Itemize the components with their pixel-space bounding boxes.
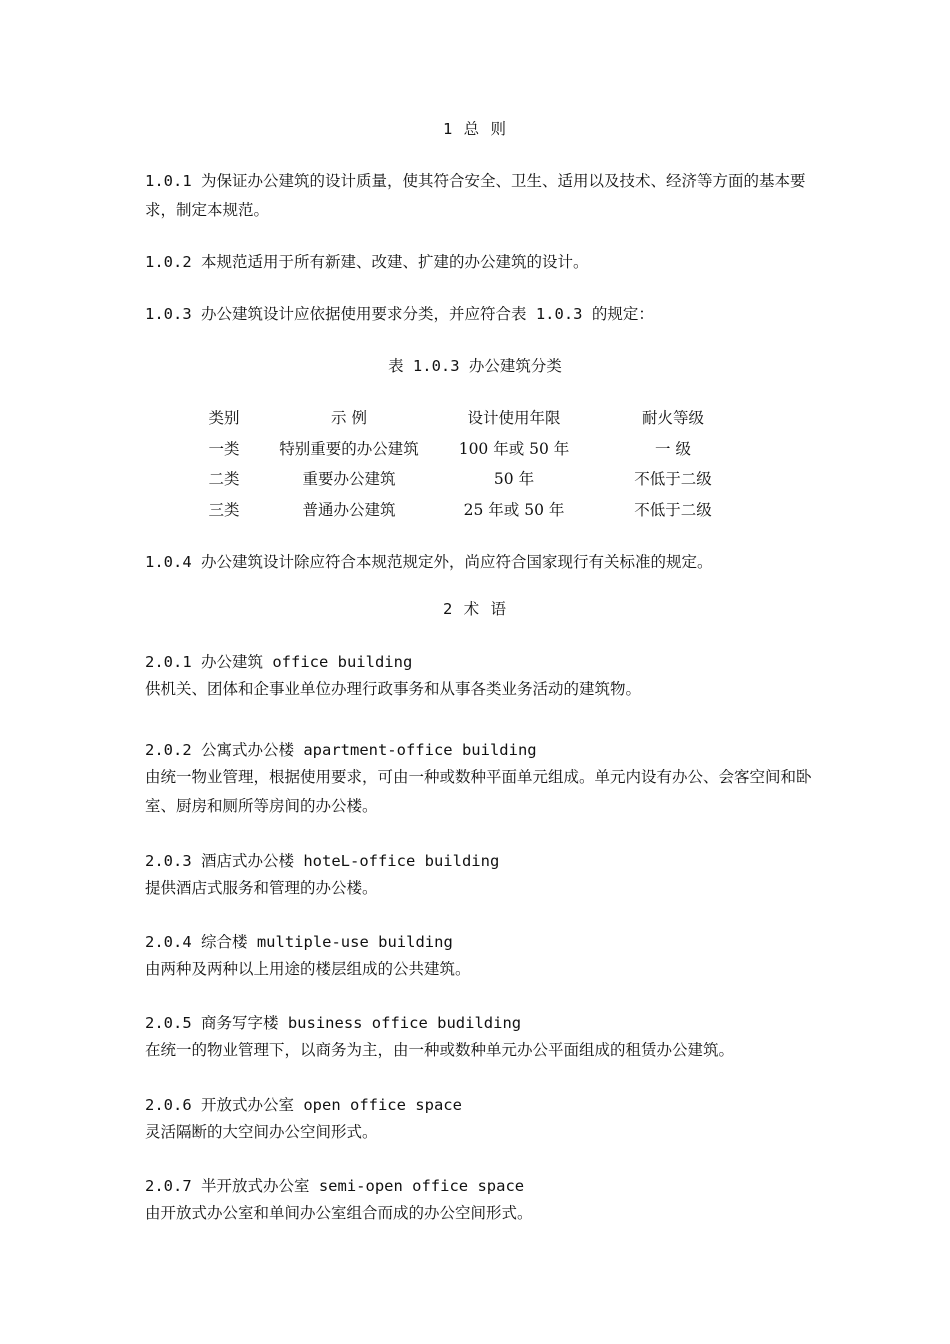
table-header-cell: 类别 [208,409,240,428]
table-cell: 25 年或 50 年 [463,500,565,519]
term-definition: 由统一物业管理，根据使用要求，可由一种或数种平面单元组成。单元内设有办公、会客空间和卧室、厨房和厕所等房间的办公楼。 [145,768,812,815]
term-definition: 灵活隔断的大空间办公空间形式。 [145,1123,378,1141]
table-row [195,463,763,494]
table-cell: 重要办公建筑 [302,470,396,489]
table-cell: 50 年 [493,470,535,489]
term-heading: 2.0.7 半开放式办公室 semi-open office space [145,1177,525,1195]
table-row [195,433,763,464]
table-header-cell: 耐火等级 [641,409,704,428]
term-heading: 2.0.1 办公建筑 office building [145,653,413,671]
clause-1-0-3: 1.0.3 办公建筑设计应依据使用要求分类，并应符合表 1.0.3 的规定： [145,305,654,323]
term-definition: 供机关、团体和企事业单位办理行政事务和从事各类业务活动的建筑物。 [145,680,642,698]
classification-table [195,402,763,524]
term-definition: 在统一的物业管理下，以商务为主，由一种或数种单元办公平面组成的租赁办公建筑。 [145,1041,735,1059]
chapter-2-title: 2 术 语 [443,600,507,618]
table-cell: 一 级 [655,439,691,458]
term-definition: 由两种及两种以上用途的楼层组成的公共建筑。 [145,960,471,978]
term-heading: 2.0.5 商务写字楼 business office budilding [145,1014,522,1032]
clause-1-0-2: 1.0.2 本规范适用于所有新建、改建、扩建的办公建筑的设计。 [145,253,589,271]
term-heading: 2.0.2 公寓式办公楼 apartment-office building [145,741,537,759]
table-cell: 不低于二级 [634,470,712,489]
clause-1-0-1: 1.0.1 为保证办公建筑的设计质量，使其符合安全、卫生、适用以及技术、经济等方面的基本要求，制定本规范。 [145,172,806,219]
table-header-row [195,402,763,433]
term-heading: 2.0.6 开放式办公室 open office space [145,1096,462,1114]
table-cell: 三类 [208,500,240,519]
table-header-cell: 设计使用年限 [467,409,561,428]
chapter-1-title: 1 总 则 [443,120,507,138]
table-cell: 一类 [208,439,240,458]
table-cell: 二类 [208,470,240,489]
table-cell: 100 年或 50 年 [458,439,570,458]
table-caption: 表 1.0.3 办公建筑分类 [388,357,562,375]
table-cell: 普通办公建筑 [302,500,396,519]
term-heading: 2.0.4 综合楼 multiple-use building [145,933,453,951]
table-cell: 不低于二级 [634,500,712,519]
clause-1-0-4: 1.0.4 办公建筑设计除应符合本规范规定外，尚应符合国家现行有关标准的规定。 [145,553,713,571]
table-row [195,494,763,525]
table-header-cell: 示 例 [331,409,367,428]
term-heading: 2.0.3 酒店式办公楼 hoteL-office building [145,852,500,870]
term-definition: 由开放式办公室和单间办公室组合而成的办公空间形式。 [145,1204,533,1222]
table-cell: 特别重要的办公建筑 [279,439,419,458]
term-definition: 提供酒店式服务和管理的办公楼。 [145,879,378,897]
